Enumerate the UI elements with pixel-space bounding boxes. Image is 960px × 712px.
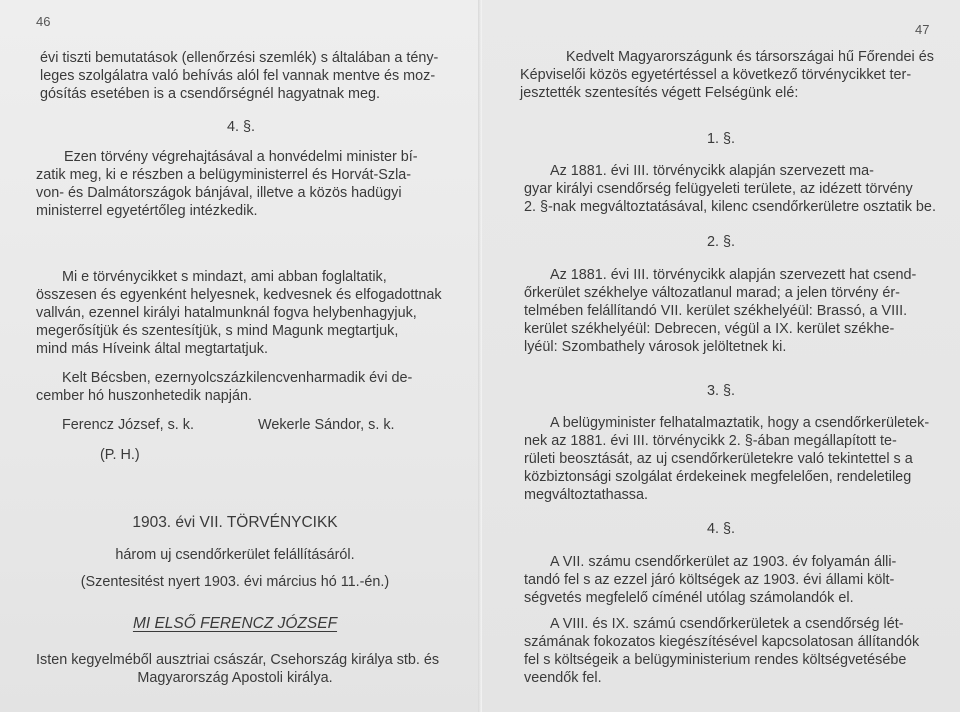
text-line: megerősítjük és szentesítjük, s mind Magunk megtartjuk, (36, 323, 399, 339)
text-line: lyéül: Szombathely városok jelöltetnek ki. (524, 339, 787, 355)
text-line: ministerrel egyetértőleg intézkedik. (36, 203, 258, 219)
right-page (482, 0, 960, 712)
text-line: A VIII. és IX. számú csendőrkerületek a csendőrség lét- (550, 616, 904, 632)
text-line: zatik meg, ki e részben a belügyministerrel és Horvát-Szla- (36, 167, 412, 183)
signature-king: Ferencz József, s. k. (62, 417, 194, 433)
section-heading: 4. §. (226, 119, 255, 135)
text-line: tandó fel s az ezzel járó költségek az 1903. évi állami költ- (524, 572, 895, 588)
text-line: összesen és egyenként helyesnek, kedvesnek és elfogadottnak (36, 287, 442, 303)
text-line: Mi e törvénycikket s mindazt, ami abban foglaltatik, (62, 269, 387, 285)
text-line: mind más Híveink által megtartatjuk. (36, 341, 268, 357)
text-line: gósítás esetében is a csendőrségnél hagyatnak meg. (40, 86, 380, 102)
text-line: vallván, ezennel királyi hatalmunknál fogva helybenhagyjuk, (36, 305, 417, 321)
text-line: A belügyminister felhatalmaztatik, hogy a csendőrkerületek- (550, 415, 930, 431)
text-line: Kelt Bécsben, ezernyolcszázkilencvenharmadik évi de- (62, 370, 413, 386)
king-title: MI ELSŐ FERENCZ JÓZSEF (132, 615, 338, 632)
section-heading: 4. §. (706, 521, 735, 537)
text-line: kerület székhelyéül: Debrecen, végül a IX. kerület székhe- (524, 321, 895, 337)
text-line: Magyarország Apostoli királya. (137, 670, 333, 686)
text-line: von- és Dalmátországok bánjával, illetve a közös hadügyi (36, 185, 402, 201)
section-heading: 2. §. (706, 234, 735, 250)
law-subtitle: három uj csendőrkerület felállításáról. (115, 547, 355, 563)
text-line: Ezen törvény végrehajtásával a honvédelmi minister bí- (64, 149, 418, 165)
text-line: Az 1881. évi III. törvénycikk alapján szervezett ma- (550, 163, 874, 179)
page-number: 46 (36, 14, 51, 29)
text-line: rületi beosztását, az uj csendőrkerületekre való tekintettel s a (524, 451, 913, 467)
text-line: őrkerület székhelye változatlanul marad; a jelen törvény ér- (524, 285, 900, 301)
text-line: Isten kegyelméből ausztriai császár, Csehország királya stb. és (36, 652, 440, 668)
section-heading: 1. §. (706, 131, 735, 147)
text-line: cember hó huszonhetedik napján. (36, 388, 253, 404)
text-line: jesztették szentesítés végett Felségünk elé: (520, 85, 799, 101)
text-line: közbiztonsági szolgálat érdekeinek megfelelően, rendeletileg (524, 469, 912, 485)
text-line: Az 1881. évi III. törvénycikk alapján szervezett hat csend- (550, 267, 917, 283)
text-line: számának fokozatos kiegészítésével kapcsolatosan állítandók (524, 634, 920, 650)
text-line: megváltoztathassa. (524, 487, 648, 503)
seal-mark: (P. H.) (100, 447, 140, 463)
text-line: nek az 1881. évi III. törvénycikk 2. §-ában megállapított te- (524, 433, 897, 449)
text-line: fel s költségeik a belügyministerium rendes költségvetésébe (524, 652, 907, 668)
section-heading: 3. §. (706, 383, 735, 399)
page-number: 47 (915, 22, 930, 37)
law-title: 1903. évi VII. TÖRVÉNYCIKK (132, 514, 338, 531)
signature-minister: Wekerle Sándor, s. k. (258, 417, 395, 433)
text-line: Kedvelt Magyarországunk és társországai hű Főrendei és (566, 49, 934, 65)
text-line: telmében felállítandó VII. kerület székhelyéül: Brassó, a VIII. (524, 303, 908, 319)
text-line: leges szolgálatra való behívás alól fel vannak mentve és moz- (40, 68, 436, 84)
text-line: 2. §-nak megváltoztatásával, kilenc csendőrkerületre osztatik be. (524, 199, 936, 215)
text-line: Képviselői közös egyetértéssel a következő törvénycikket ter- (520, 67, 912, 83)
text-line: veendők fel. (524, 670, 602, 686)
text-line: ségvetés megfelelő címénél utólag számolandók el. (524, 590, 854, 606)
text-line: évi tiszti bemutatások (ellenőrzési szemlék) s általában a tény- (40, 50, 439, 66)
law-sanction: (Szentesitést nyert 1903. évi március hó 11.-én.) (80, 574, 390, 590)
text-line: A VII. számu csendőrkerület az 1903. év folyamán álli- (550, 554, 897, 570)
text-line: gyar királyi csendőrség felügyeleti területe, az idézett törvény (524, 181, 913, 197)
